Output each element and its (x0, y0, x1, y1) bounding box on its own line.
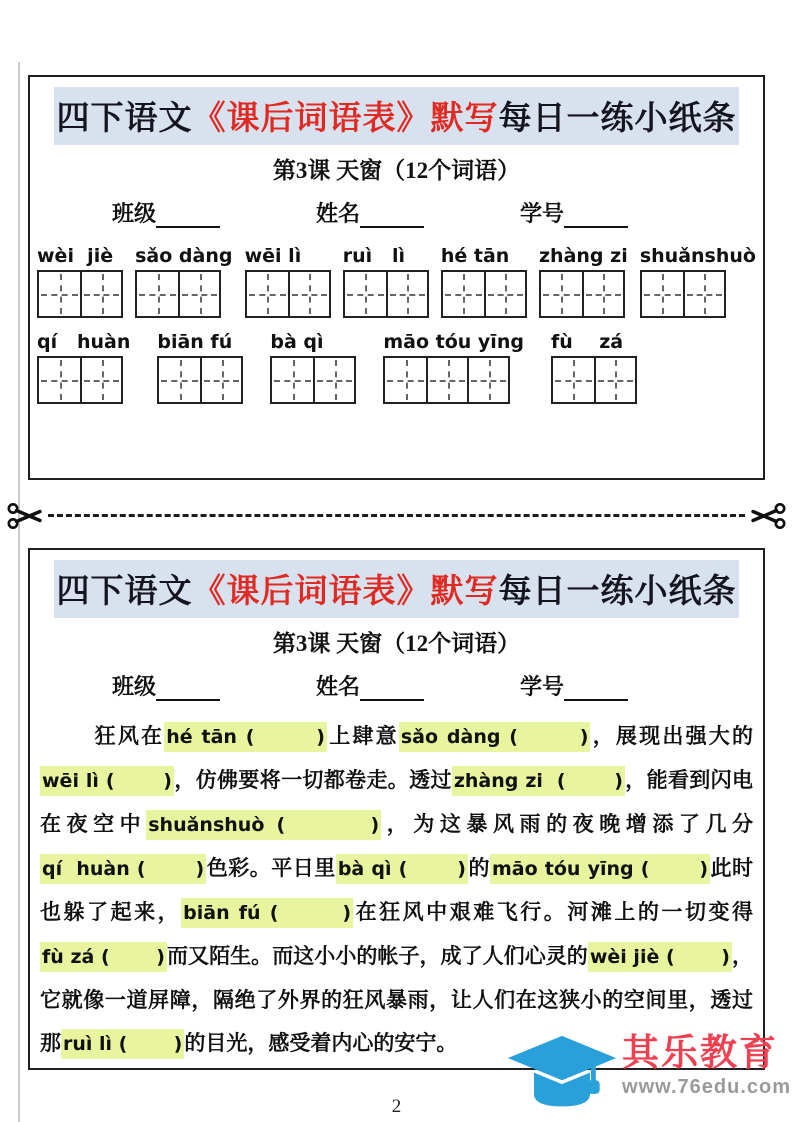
class-field (112, 197, 220, 228)
name-field (316, 197, 424, 228)
grid-cell[interactable] (159, 358, 200, 402)
name-blank[interactable] (360, 676, 424, 701)
pinyin-cloze-blank[interactable]: zhàng zi ( ) (452, 766, 625, 796)
title-part-dark2: 每日一练小纸条 (498, 99, 737, 136)
passage-text: ，仿佛要将一切都卷走。透过 (174, 768, 452, 792)
title-part-red: 《课后词语表》默写 (192, 572, 499, 609)
grid-cell[interactable] (247, 272, 288, 316)
grid-cell[interactable] (426, 358, 467, 402)
grid-cell[interactable] (200, 358, 241, 402)
pinyin-cloze-blank[interactable]: wèi jiè ( ) (588, 942, 732, 972)
writing-grid[interactable] (551, 356, 637, 404)
title-part-red: 《课后词语表》默写 (192, 99, 499, 136)
passage-text: ，展现出强大的 (590, 724, 754, 748)
word-item (135, 244, 232, 318)
pinyin-label: ruì lì (342, 245, 406, 267)
passage-text: 的 (467, 856, 490, 880)
passage-text: ，它就像一道屏障，隔绝了外界的狂风暴雨，让人们在这狭小的空间里，透过那 (40, 944, 754, 1055)
number-label: 学号 (520, 674, 565, 699)
section-dictation-grids (28, 75, 765, 480)
passage-text: 此时也躲了起来， (40, 856, 754, 924)
writing-grid[interactable] (539, 270, 625, 318)
pinyin-label: bà qì (270, 331, 324, 353)
pinyin-label: zhàng zi (538, 245, 628, 267)
word-item (270, 330, 356, 404)
pinyin-label: qí huàn (37, 331, 131, 353)
grid-cell[interactable] (642, 272, 683, 316)
pinyin-cloze-blank[interactable]: bà qì ( ) (336, 854, 468, 884)
writing-grid[interactable] (383, 356, 510, 404)
passage-text: 的目光，感受着内心的安宁。 (184, 1031, 458, 1055)
word-item (551, 330, 637, 404)
title-part-dark2: 每日一练小纸条 (498, 572, 737, 609)
scissors-icon (747, 501, 787, 536)
student-info-row (112, 197, 703, 228)
student-info-row (112, 670, 703, 701)
pinyin-label: biān fú (157, 331, 233, 353)
grid-cell[interactable] (80, 272, 121, 316)
word-item (640, 244, 756, 318)
number-blank[interactable] (564, 203, 628, 228)
grid-cell[interactable] (39, 272, 80, 316)
passage (40, 715, 753, 1066)
passage-text: 在狂风中艰难飞行。河滩上的一切变得 (353, 900, 754, 924)
passage-text: ，为这暴风雨的夜晚增添了几分 (381, 812, 754, 836)
name-field (316, 670, 424, 701)
pinyin-label: wèi jiè (37, 245, 114, 267)
word-row-2 (35, 330, 758, 404)
passage-text: 狂风在 (94, 724, 165, 748)
passage-text: 而又陌生。而这小小的帐子，成了人们心灵的 (166, 944, 588, 968)
grid-cell[interactable] (178, 272, 219, 316)
pinyin-cloze-blank[interactable]: shuǎnshuò ( ) (146, 810, 381, 840)
writing-grid[interactable] (343, 270, 429, 318)
brand-name: 其乐教育 (622, 1032, 779, 1073)
passage-text: ，能看到闪电在夜空中 (40, 768, 753, 836)
grid-cell[interactable] (467, 358, 508, 402)
number-label: 学号 (520, 201, 565, 226)
class-label: 班级 (112, 674, 157, 699)
pinyin-label: hé tān (440, 245, 510, 267)
passage-text: 上肆意 (326, 724, 399, 748)
grid-cell[interactable] (541, 272, 582, 316)
writing-grid[interactable] (270, 356, 356, 404)
grid-cell[interactable] (582, 272, 623, 316)
grid-cell[interactable] (313, 358, 354, 402)
worksheet-title (54, 87, 739, 145)
title-part-dark1: 四下语文 (56, 572, 193, 609)
word-item (37, 244, 123, 318)
brand-text-block (622, 1032, 791, 1099)
pinyin-label: wēi lì (244, 245, 302, 267)
grid-cell[interactable] (80, 358, 121, 402)
pinyin-cloze-blank[interactable]: biān fú ( ) (181, 898, 353, 928)
brand-logo (504, 1032, 791, 1122)
cut-line (6, 500, 787, 532)
word-item (343, 244, 429, 318)
pinyin-label: māo tóu yīng (383, 331, 524, 353)
dashed-cut-rule (48, 514, 745, 517)
grid-cell[interactable] (345, 272, 386, 316)
name-label: 姓名 (316, 201, 361, 226)
class-field (112, 670, 220, 701)
grid-cell[interactable] (484, 272, 525, 316)
graduation-cap-icon (504, 1032, 620, 1122)
grid-cell[interactable] (683, 272, 724, 316)
number-field (520, 197, 628, 228)
number-blank[interactable] (564, 676, 628, 701)
pinyin-label: shuǎnshuò (639, 245, 756, 267)
grid-cell[interactable] (594, 358, 635, 402)
grid-cell[interactable] (386, 272, 427, 316)
writing-grid[interactable] (441, 270, 527, 318)
word-row-1 (35, 244, 758, 318)
class-blank[interactable] (156, 676, 220, 701)
name-label: 姓名 (316, 674, 361, 699)
lesson-subtitle: 第3课 天窗（12个词语） (272, 158, 521, 183)
title-part-dark1: 四下语文 (56, 99, 193, 136)
scissors-icon (6, 501, 46, 536)
worksheet-title (54, 560, 739, 618)
class-label: 班级 (112, 201, 157, 226)
pinyin-cloze-blank[interactable]: wēi lì ( ) (40, 766, 174, 796)
scan-edge-line (18, 62, 20, 1122)
lesson-subtitle: 第3课 天窗（12个词语） (272, 631, 521, 656)
pinyin-cloze-blank[interactable]: hé tān ( ) (164, 722, 327, 752)
grid-cell[interactable] (137, 272, 178, 316)
writing-grid[interactable] (640, 270, 726, 318)
pinyin-label: sǎo dàng (135, 245, 233, 267)
pinyin-cloze-blank[interactable]: ruì lì ( ) (61, 1029, 184, 1059)
grid-cell[interactable] (553, 358, 594, 402)
pinyin-label: fù zá (550, 331, 624, 353)
passage-text: 色彩。平日里 (206, 856, 336, 880)
word-item (539, 244, 628, 318)
section-cloze-passage (28, 548, 765, 1070)
word-item (441, 244, 527, 318)
writing-grid[interactable] (245, 270, 331, 318)
word-item (383, 330, 524, 404)
grid-cell[interactable] (385, 358, 426, 402)
pinyin-cloze-blank[interactable]: fù zá ( ) (40, 942, 167, 972)
page-number: 2 (391, 1096, 402, 1117)
number-field (520, 670, 628, 701)
pinyin-cloze-blank[interactable]: māo tóu yīng ( ) (490, 854, 710, 884)
writing-grid[interactable] (37, 356, 123, 404)
pinyin-cloze-blank[interactable]: qí huàn ( ) (40, 854, 206, 884)
writing-grid[interactable] (157, 356, 243, 404)
grid-cell[interactable] (39, 358, 80, 402)
word-item (37, 330, 130, 404)
word-item (245, 244, 331, 318)
writing-grid[interactable] (135, 270, 221, 318)
word-grids-area (30, 244, 763, 404)
pinyin-cloze-blank[interactable]: sǎo dàng ( ) (399, 722, 591, 752)
brand-website[interactable]: www.76edu.com (622, 1076, 791, 1098)
grid-cell[interactable] (272, 358, 313, 402)
grid-cell[interactable] (288, 272, 329, 316)
word-item (157, 330, 243, 404)
grid-cell[interactable] (443, 272, 484, 316)
writing-grid[interactable] (37, 270, 123, 318)
class-blank[interactable] (156, 203, 220, 228)
name-blank[interactable] (360, 203, 424, 228)
